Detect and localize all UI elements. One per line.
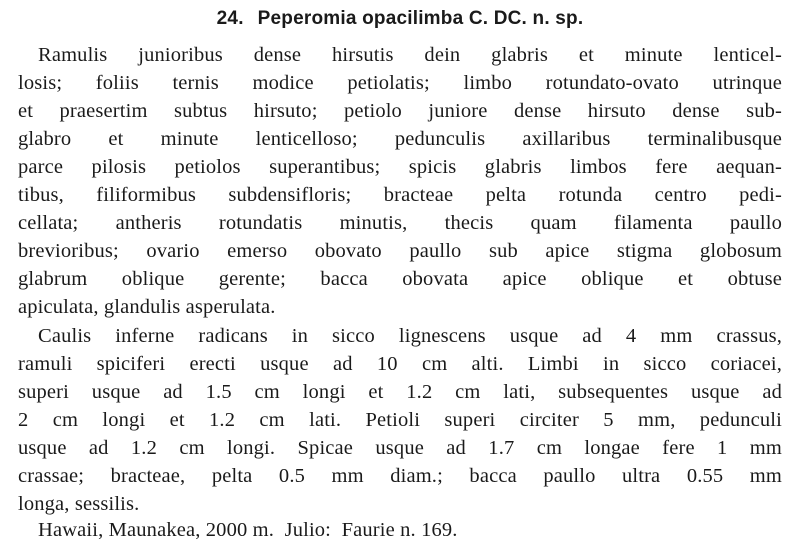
description-line: ramuli spiciferi erecti usque ad 10 cm alti. Limbi in sicco coriacei, (18, 353, 782, 375)
diagnosis-line: glabro et minute lenticelloso; pedunculis axillaribus terminalibusque (18, 128, 782, 150)
species-number: 24. (216, 8, 244, 29)
diagnosis-line: cellata; antheris rotundatis minutis, thecis quam filamenta paullo (18, 212, 782, 234)
description-line: superi usque ad 1.5 cm longi et 1.2 cm lati, subsequentes usque ad (18, 381, 782, 403)
description-line: crassae; bracteae, pelta 0.5 mm diam.; bacca paullo ultra 0.55 mm (18, 465, 782, 487)
diagnosis-line: glabrum oblique gerente; bacca obovata apice oblique et obtuse (18, 268, 782, 290)
species-name: Peperomia opacilimba C. DC. n. sp. (257, 8, 584, 29)
diagnosis-line: brevioribus; ovario emerso obovato paullo sub apice stigma globosum (18, 240, 782, 262)
description-line: 2 cm longi et 1.2 cm lati. Petioli superi circiter 5 mm, pedunculi (18, 409, 782, 431)
diagnosis-line: Ramulis junioribus dense hirsutis dein glabris et minute lenticel- (38, 44, 782, 66)
description-line: longa, sessilis. (18, 493, 140, 515)
diagnosis-line: et praesertim subtus hirsuto; petiolo juniore dense hirsuto dense sub- (18, 100, 782, 122)
diagnosis-line: losis; foliis ternis modice petiolatis; limbo rotundato-ovato utrinque (18, 72, 782, 94)
locality-line: Hawaii, Maunakea, 2000 m. Julio: Faurie n. 169. (38, 519, 458, 541)
diagnosis-line: parce pilosis petiolos superantibus; spicis glabris limbos fere aequan- (18, 156, 782, 178)
description-line: Caulis inferne radicans in sicco lignescens usque ad 4 mm crassus, (38, 325, 782, 347)
diagnosis-line: tibus, filiformibus subdensifloris; bracteae pelta rotunda centro pedi- (18, 184, 782, 206)
diagnosis-line: apiculata, glandulis asperulata. (18, 296, 276, 318)
description-line: usque ad 1.2 cm longi. Spicae usque ad 1.7 cm longae fere 1 mm (18, 437, 782, 459)
species-heading (0, 8, 800, 30)
